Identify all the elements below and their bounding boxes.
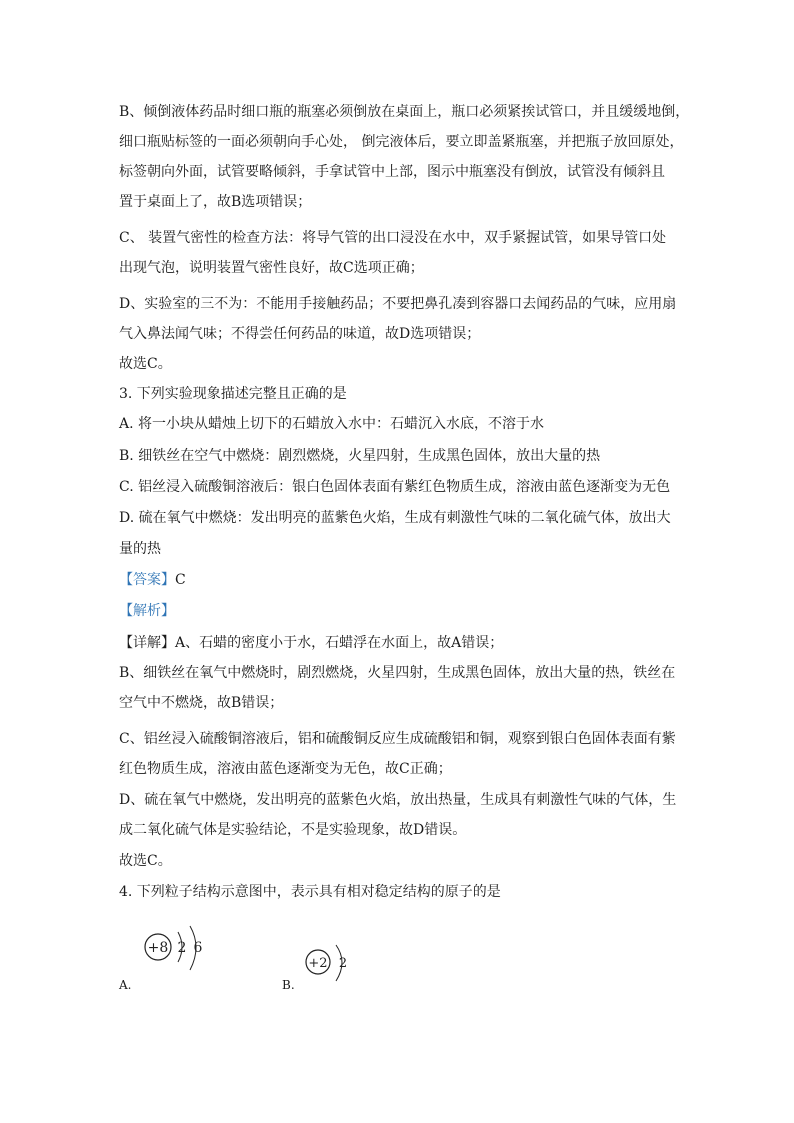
text-line: 出现气泡，说明装置气密性良好，故C选项正确； [119, 260, 424, 276]
text-line: B、倾倒液体药品时细口瓶的瓶塞必须倒放在桌面上，瓶口必须紧挨试管口，并且缓缓地倒， [119, 104, 690, 120]
text-line: 置于桌面上了，故B选项错误； [119, 194, 312, 210]
option-b-label: B. [282, 978, 295, 992]
nucleus-charge: +2 [308, 956, 328, 971]
detail-line: C、铝丝浸入硫酸铜溶液后，铝和硫酸铜反应生成硫酸铝和铜，观察到银白色固体表面有紫 [119, 731, 676, 747]
shell-2-electrons: 6 [193, 940, 203, 956]
text-line: 量的热 [119, 541, 161, 557]
answer-tag: 【答案】 [119, 572, 175, 588]
option-a-text: A. 将一小块从蜡烛上切下的石蜡放入水中：石蜡沉入水底，不溶于水 [119, 416, 545, 432]
question-4-stem: 4. 下列粒子结构示意图中，表示具有相对稳定结构的原子的是 [119, 884, 501, 900]
answer-line [119, 570, 699, 590]
option-b-text: B. 细铁丝在空气中燃烧：剧烈燃烧，火星四射，生成黑色固体，放出大量的热 [119, 448, 601, 464]
detail-text: A、石蜡的密度小于水，石蜡浮在水面上，故A错误； [175, 635, 504, 651]
option-d-text: D. 硫在氧气中燃烧：发出明亮的蓝紫色火焰，生成有刺激性气味的二氧化硫气体，放出大 [119, 510, 671, 526]
detail-line: B、细铁丝在氧气中燃烧时，剧烈燃烧，火星四射，生成黑色固体，放出大量的热，铁丝在 [119, 665, 676, 681]
detail-line: 故选C。 [119, 853, 172, 869]
answer-value: C [175, 572, 186, 588]
text-line: C、 装置气密性的检查方法：将导气管的出口浸没在水中，双手紧握试管，如果导管口处 [119, 230, 667, 246]
detail-tag: 【详解】 [119, 635, 175, 651]
question-3-stem: 3. 下列实验现象描述完整且正确的是 [119, 386, 347, 402]
detail-line: 红色物质生成，溶液由蓝色逐渐变为无色，故C正确； [119, 761, 452, 777]
detail-line: 成二氧化硫气体是实验结论，不是实验现象，故D错误。 [119, 822, 467, 838]
nucleus-charge: +8 [147, 940, 169, 956]
text-line: 气入鼻法闻气味；不得尝任何药品的味道，故D选项错误； [119, 326, 481, 342]
detail-line: D、硫在氧气中燃烧，发出明亮的蓝紫色火焰，放出热量，生成具有刺激性气味的气体，生 [119, 792, 677, 808]
option-a-label: A. [119, 978, 132, 992]
shell-1-electrons: 2 [177, 940, 187, 956]
text-line: 标签朝向外面，试管要略倾斜，手拿试管中上部，图示中瓶塞没有倒放，试管没有倾斜且 [119, 164, 665, 180]
analysis-tag: 【解析】 [119, 603, 175, 619]
text-line: 细口瓶贴标签的一面必须朝向手心处， 倒完液体后，要立即盖紧瓶塞，并把瓶子放回原处， [119, 134, 684, 150]
detail-line [119, 633, 699, 653]
text-line: D、实验室的三不为：不能用手接触药品；不要把鼻孔凑到容器口去闻药品的气味，应用扇 [119, 296, 677, 312]
option-c-text: C. 铝丝浸入硫酸铜溶液后：银白色固体表面有紫红色物质生成，溶液由蓝色逐渐变为无色 [119, 479, 671, 495]
shell-1-electrons: 2 [338, 956, 348, 971]
text-line: 故选C。 [119, 356, 172, 372]
detail-line: 空气中不燃烧，故B错误； [119, 695, 284, 711]
